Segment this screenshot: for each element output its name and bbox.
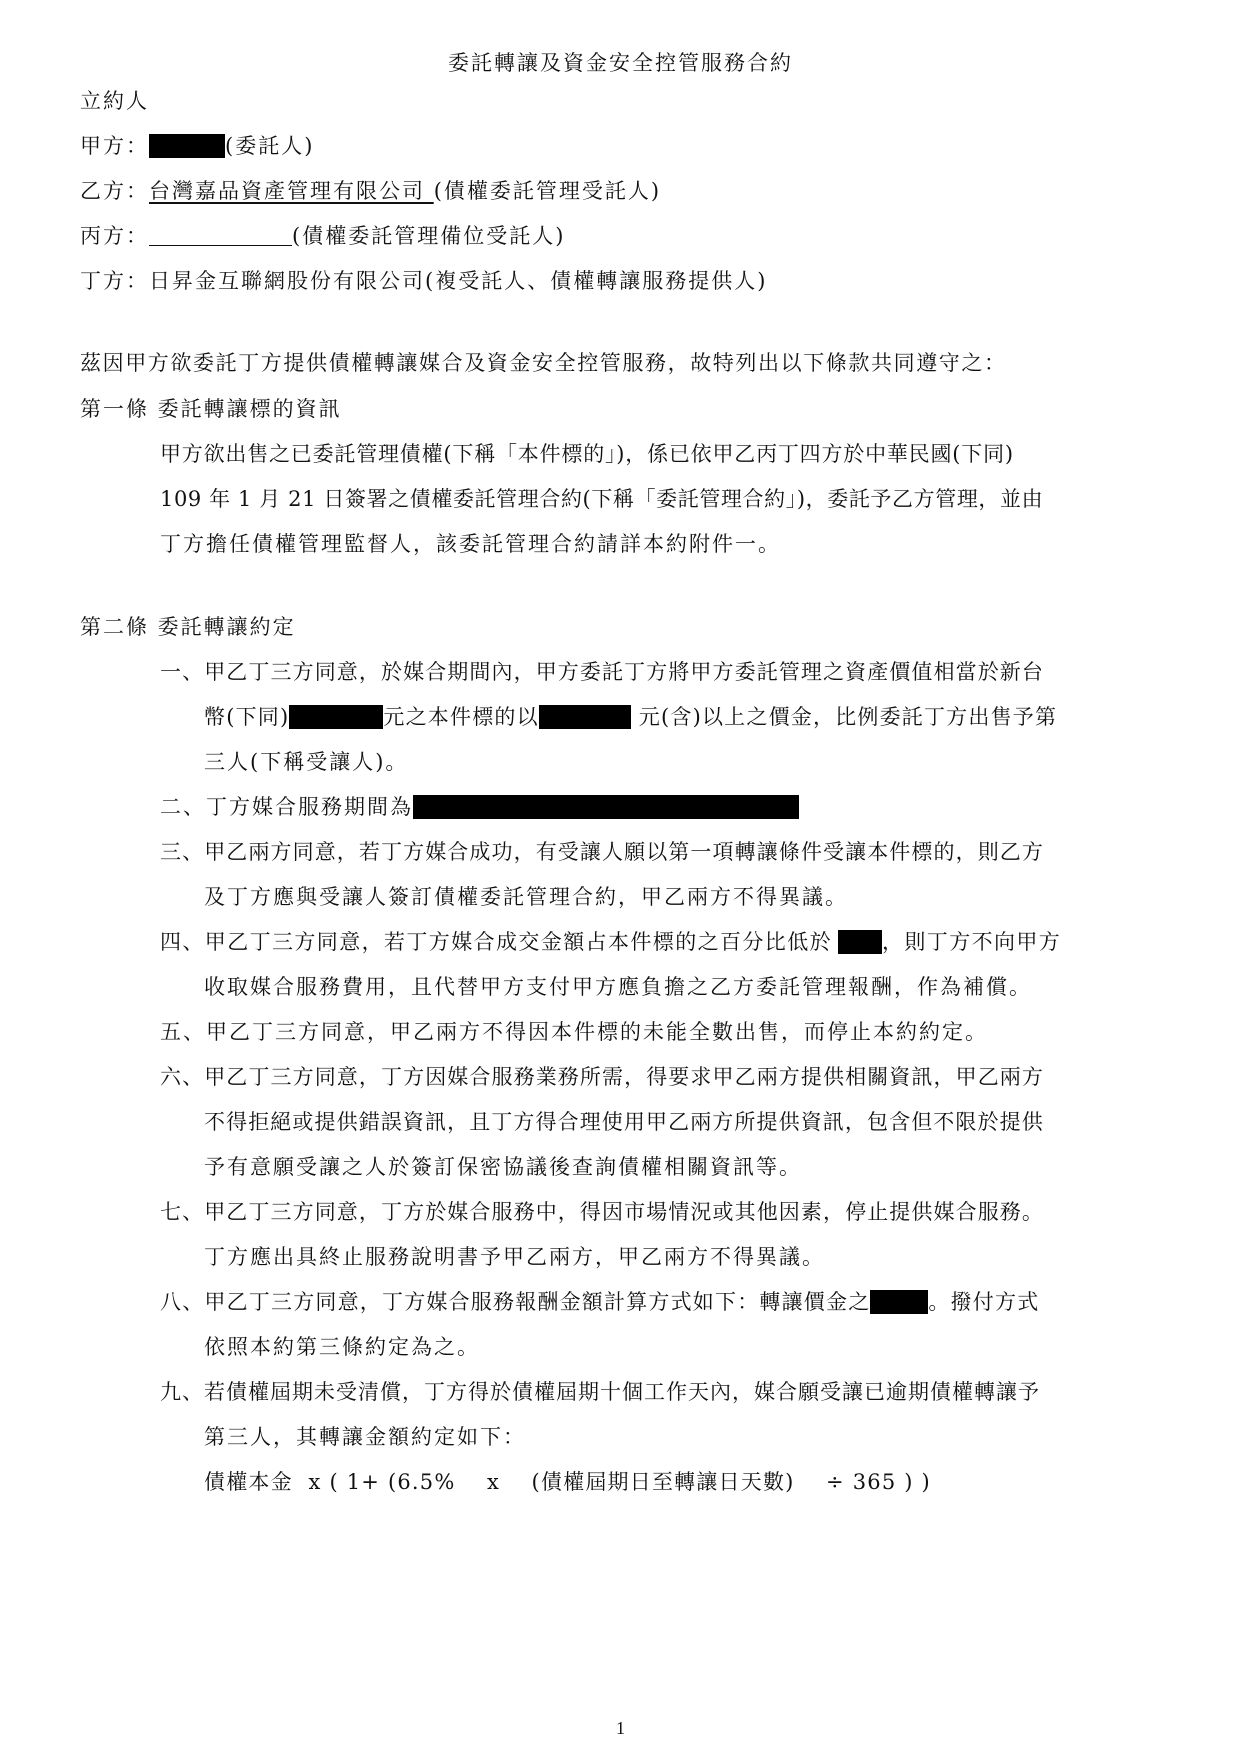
clause-1-text-a: 幣(下同) (204, 705, 290, 729)
party-c-line (80, 221, 565, 251)
clause-8-text-a: 八、甲乙丁三方同意，丁方媒合服務報酬金額計算方式如下：轉讓價金之 (160, 1290, 871, 1314)
clause-8-line-2: 依照本約第三條約定為之。 (204, 1335, 480, 1359)
clause-2-text: 二、丁方媒合服務期間為 (160, 795, 413, 819)
clause-4-text-a: 四、甲乙丁三方同意，若丁方媒合成交金額占本件標的之百分比低於 (160, 930, 832, 954)
clause-1-text-b: 元之本件標的以 (383, 705, 539, 729)
article-2-heading: 第二條 委託轉讓約定 (80, 615, 296, 639)
clause-5-line: 五、甲乙丁三方同意，甲乙兩方不得因本件標的未能全數出售，而停止本約約定。 (160, 1020, 988, 1044)
article-1-heading: 第一條 委託轉讓標的資訊 (80, 397, 342, 421)
clause-8-line-1 (160, 1287, 1039, 1317)
redaction-block (539, 705, 631, 729)
blank-field (149, 223, 292, 246)
intro-paragraph: 茲因甲方欲委託丁方提供債權轉讓媒合及資金安全控管服務，故特列出以下條款共同遵守之： (80, 351, 1007, 375)
party-d-line (80, 266, 767, 296)
clause-6-line-3: 予有意願受讓之人於簽訂保密協議後查詢債權相關資訊等。 (204, 1155, 802, 1179)
party-a-role: (委託人) (225, 134, 315, 158)
party-a-label: 甲方： (80, 134, 149, 158)
page-number: 1 (616, 1718, 625, 1738)
document-title: 委託轉讓及資金安全控管服務合約 (448, 51, 793, 75)
party-c-role: (債權委託管理備位受託人) (292, 224, 566, 248)
clause-7-line-2: 丁方應出具終止服務說明書予甲乙兩方，甲乙兩方不得異議。 (204, 1245, 825, 1269)
redaction-block (838, 930, 882, 954)
party-b-name: 台灣嘉品資產管理有限公司 (149, 179, 425, 203)
party-b-line (80, 176, 661, 206)
clause-4-line-2: 收取媒合服務費用，且代替甲方支付甲方應負擔之乙方委託管理報酬，作為補償。 (204, 975, 1032, 999)
party-d-label: 丁方： (80, 269, 149, 293)
clause-9-line-2: 第三人，其轉讓金額約定如下： (204, 1425, 526, 1449)
article-1-line-3: 丁方擔任債權管理監督人，該委託管理合約請詳本約附件一。 (160, 532, 781, 556)
clause-1-line-3: 三人(下稱受讓人)。 (204, 750, 409, 774)
clause-3-line-2: 及丁方應與受讓人簽訂債權委託管理合約，甲乙兩方不得異議。 (204, 885, 848, 909)
clause-2-line (160, 792, 799, 822)
article-1-line-2: 109 年 1 月 21 日簽署之債權委託管理合約(下稱「委託管理合約」)，委託予乙方管理，並由 (160, 487, 1044, 511)
party-d-name-role: 日昇金互聯網股份有限公司(複受託人、債權轉讓服務提供人) (149, 269, 768, 293)
clause-4-text-b: ，則丁方不向甲方 (882, 930, 1062, 954)
parties-header: 立約人 (80, 89, 149, 113)
party-b-role: (債權委託管理受託人) (433, 179, 662, 203)
clause-9-line-1: 九、若債權屆期未受清償，丁方得於債權屆期十個工作天內，媒合願受讓已逾期債權轉讓予 (160, 1380, 1040, 1404)
clause-1-line-2 (204, 702, 1057, 732)
clause-1-line-1: 一、甲乙丁三方同意，於媒合期間內，甲方委託丁方將甲方委託管理之資產價值相當於新台 (160, 660, 1044, 684)
party-b-label: 乙方： (80, 179, 149, 203)
party-c-label: 丙方： (80, 224, 149, 248)
clause-4-line-1 (160, 927, 1061, 957)
clause-3-line-1: 三、甲乙兩方同意，若丁方媒合成功，有受讓人願以第一項轉讓條件受讓本件標的，則乙方 (160, 840, 1044, 864)
clause-6-line-2: 不得拒絕或提供錯誤資訊，且丁方得合理使用甲乙兩方所提供資訊，包含但不限於提供 (204, 1110, 1044, 1134)
redaction-block (289, 705, 383, 729)
clause-8-text-b: 。撥付方式 (928, 1290, 1040, 1314)
redaction-block (413, 795, 799, 819)
clause-6-line-1: 六、甲乙丁三方同意，丁方因媒合服務業務所需，得要求甲乙兩方提供相關資訊，甲乙兩方 (160, 1065, 1044, 1089)
transfer-formula: 債權本金 x ( 1+ (6.5% x (債權屆期日至轉讓日天數) ÷ 365 ) ) (204, 1470, 931, 1494)
party-a-line (80, 131, 314, 161)
article-1-line-1: 甲方欲出售之已委託管理債權(下稱「本件標的」)，係已依甲乙丙丁四方於中華民國(下同) (160, 442, 1014, 466)
clause-1-text-c: 元(含)以上之價金，比例委託丁方出售予第 (638, 705, 1058, 729)
clause-7-line-1: 七、甲乙丁三方同意，丁方於媒合服務中，得因市場情況或其他因素，停止提供媒合服務。 (160, 1200, 1044, 1224)
redaction-block (870, 1290, 928, 1314)
redaction-block (149, 134, 225, 158)
